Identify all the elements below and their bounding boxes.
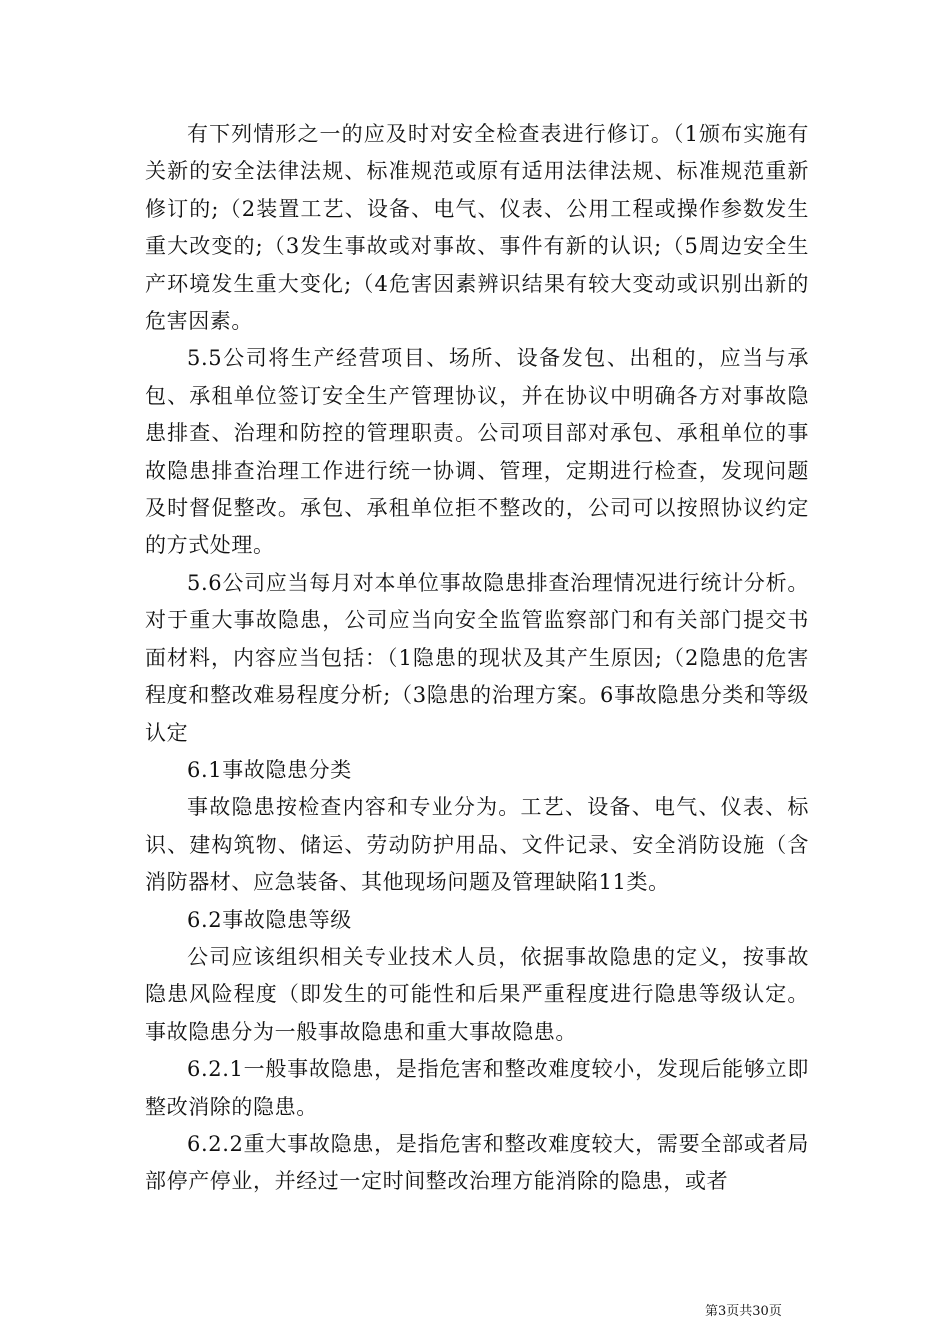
paragraph-6-2-2: 6.2.2重大事故隐患，是指危害和整改难度较大，需要全部或者局部停产停业，并经过一定时间整改治理方能消除的隐患，或者 xyxy=(145,1131,809,1194)
paragraph-5-6: 5.6公司应当每月对本单位事故隐患排查治理情况进行统计分析。对于重大事故隐患，公司应当向安全监管监察部门和有关部门提交书面材料，内容应当包括：（1隐患的现状及其产生原因;（2隐患的危害程度和整改难易程度分析;（3隐患的治理方案。6事故隐患分类和等级认定 xyxy=(145,570,809,745)
document-body xyxy=(145,116,809,1201)
page-number: 第3页共30页 xyxy=(705,1304,782,1319)
heading-6-1: 6.1事故隐患分类 xyxy=(187,757,352,782)
paragraph-checklist-revision: 有下列情形之一的应及时对安全检查表进行修订。（1颁布实施有关新的安全法律法规、标准规范或原有适用法律法规、标准规范重新修订的;（2装置工艺、设备、电气、仪表、公用工程或操作参数发生重大改变的;（3发生事故或对事故、事件有新的认识;（5周边安全生产环境发生重大变化;（4危害因素辨识结果有较大变动或识别出新的危害因素。 xyxy=(145,122,809,334)
heading-6-2: 6.2事故隐患等级 xyxy=(187,907,352,932)
paragraph-hazard-categories: 事故隐患按检查内容和专业分为。工艺、设备、电气、仪表、标识、建构筑物、储运、劳动防护用品、文件记录、安全消防设施（含消防器材、应急装备、其他现场问题及管理缺陷11类。 xyxy=(145,795,809,895)
paragraph-6-2-1: 6.2.1一般事故隐患，是指危害和整改难度较小，发现后能够立即整改消除的隐患。 xyxy=(145,1057,809,1119)
paragraph-hazard-levels: 公司应该组织相关专业技术人员，依据事故隐患的定义，按事故隐患风险程度（即发生的可能性和后果严重程度进行隐患等级认定。事故隐患分为一般事故隐患和重大事故隐患。 xyxy=(145,944,809,1044)
paragraph-5-5: 5.5公司将生产经营项目、场所、设备发包、出租的，应当与承包、承租单位签订安全生产管理协议，并在协议中明确各方对事故隐患排查、治理和防控的管理职责。公司项目部对承包、承租单位的事故隐患排查治理工作进行统一协调、管理，定期进行检查，发现问题及时督促整改。承包、承租单位拒不整改的，公司可以按照协议约定的方式处理。 xyxy=(145,346,809,558)
